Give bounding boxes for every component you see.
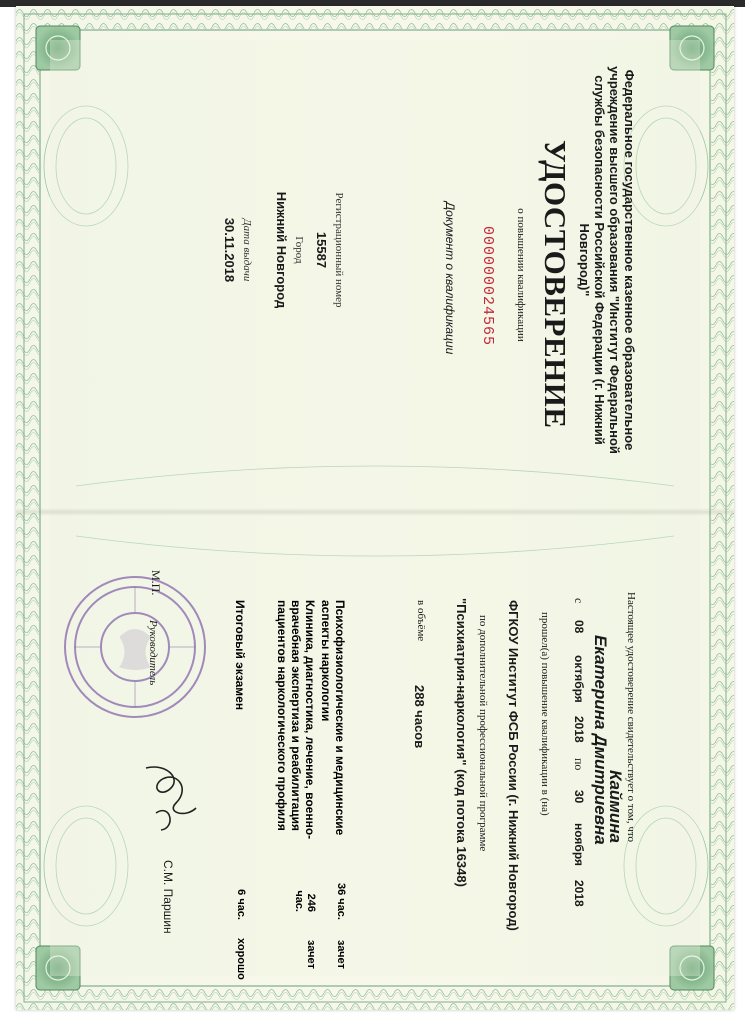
issue-date-label: Дата выдачи [241, 218, 253, 282]
period-to-year: 2018 [572, 880, 586, 907]
given-names: Екатерина Дмитриевна [591, 635, 610, 845]
subject-name: Клиника, диагностика, лечение, военно-врачебная экспертиза и реабилитация пациентов наркологического профиля [275, 600, 317, 840]
subject-name: Итоговый экзамен [233, 600, 247, 711]
period-from-year: 2018 [572, 716, 586, 743]
passed-text: прошел(а) повышение квалификации в (на) [539, 612, 551, 816]
program-label: по дополнительной профессиональной программе [477, 615, 489, 852]
subject-grade: хорошо [235, 938, 247, 980]
signer-name: С.М. Паршин [161, 860, 175, 934]
volume-hours: 288 часов [412, 685, 427, 749]
organization-name: Федеральное государственное казенное образовательное учреждение высшего образования "Институт Федеральной службы безопасности Российской Федерации (г. Нижний Новгород)" [577, 66, 637, 454]
subject-grade: зачет [335, 940, 347, 969]
subject-name: Психофизиологические и медицинские аспекты наркологии [319, 600, 347, 836]
certificate-number: 000000024565 [479, 225, 496, 347]
subject-hours: 246 час. [293, 890, 317, 912]
head-label: Руководитель [147, 620, 159, 686]
reg-number-label: Регистрационный номер [333, 192, 345, 308]
volume-label: в объёме [415, 600, 427, 642]
intro-text: Настоящее удостоверение свидетельствует о том, что [625, 592, 637, 843]
subject-hours: 36 час. [335, 883, 347, 920]
period-from-word: с [572, 598, 586, 604]
seal-place-label: М.П. [149, 570, 163, 596]
reg-number: 15587 [314, 231, 329, 269]
institution: ФГКОУ Институт ФСБ России (г. Нижний Новгород) [506, 600, 521, 931]
period-to-month: ноября [572, 823, 586, 867]
issue-date: 30.11.2018 [222, 217, 237, 283]
program-name: "Психиатрия-наркология" (код потока 16348) [454, 598, 469, 887]
surname: Каймина [606, 770, 625, 843]
period-from-month: октября [572, 655, 586, 703]
period-to-day: 30 [572, 790, 586, 804]
city-label: Город [293, 236, 305, 264]
document-type: Документ о квалификации [443, 201, 457, 355]
subject-hours: 6 час. [235, 889, 247, 920]
certificate-title: УДОСТОВЕРЕНИЕ [538, 140, 573, 429]
subject-grade: зачет [305, 940, 317, 969]
period-to-word: по [572, 758, 586, 771]
city: Нижний Новгород [274, 191, 289, 309]
period-from-day: 08 [572, 620, 586, 634]
certificate-subtitle: о повышении квалификации [515, 208, 527, 342]
